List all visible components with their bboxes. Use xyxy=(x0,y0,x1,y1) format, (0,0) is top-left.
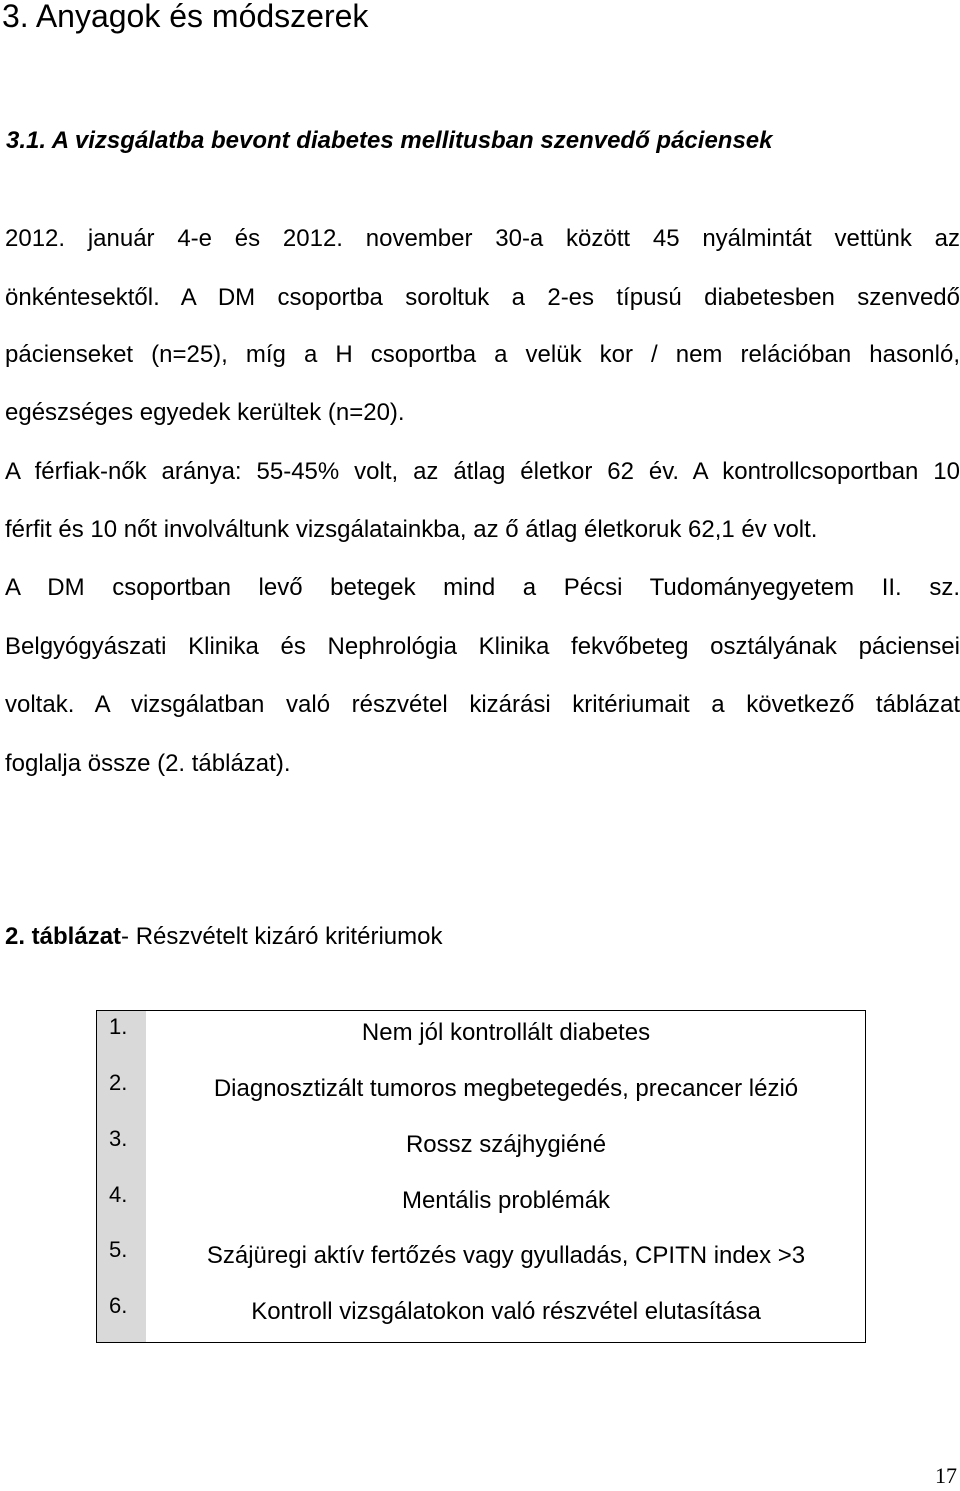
table-caption-label: 2. táblázat xyxy=(5,923,122,950)
paragraph-line: A férfiak-nők aránya: 55-45% volt, az átlag életkor 62 év. A kontrollcsoportban 10 xyxy=(5,458,960,485)
criterion-text: Rossz szájhygiéné xyxy=(405,1131,607,1158)
page-number: 17 xyxy=(935,1463,957,1488)
criterion-number: 4. xyxy=(109,1182,128,1207)
paragraph-line: voltak. A vizsgálatban való részvétel kizárási kritériumait a következő táblázat xyxy=(5,691,960,718)
paragraph-line: Belgyógyászati Klinika és Nephrológia Klinika fekvőbeteg osztályának páciensei xyxy=(5,633,960,660)
criterion-number: 6. xyxy=(109,1293,128,1318)
criterion-number: 1. xyxy=(109,1014,128,1039)
table-caption-text: - Részvételt kizáró kritériumok xyxy=(121,923,443,950)
criterion-number: 3. xyxy=(109,1126,128,1151)
subsection-title: 3.1. A vizsgálatba bevont diabetes mellitusban szenvedő páciensek xyxy=(6,127,773,154)
paragraph-line: A DM csoportban levő betegek mind a Pécsi Tudományegyetem II. sz. xyxy=(5,574,960,601)
criterion-text: Kontroll vizsgálatokon való részvétel elutasítása xyxy=(251,1298,761,1325)
section-title: 3. Anyagok és módszerek xyxy=(2,0,369,34)
paragraph-line: 2012. január 4-e és 2012. november 30-a között 45 nyálmintát vettünk az xyxy=(5,225,960,252)
paragraph-line: férfit és 10 nőt involváltunk vizsgálatainkba, az ő átlag életkoruk 62,1 év volt. xyxy=(5,516,818,543)
paragraph-line: önkéntesektől. A DM csoportba soroltuk a 2-es típusú diabetesben szenvedő xyxy=(5,284,960,311)
criterion-text: Szájüregi aktív fertőzés vagy gyulladás, CPITN index >3 xyxy=(206,1242,806,1269)
paragraph-line: foglalja össze (2. táblázat). xyxy=(5,750,291,777)
table-caption xyxy=(5,920,442,954)
criterion-number: 2. xyxy=(109,1070,128,1095)
exclusion-criteria-table xyxy=(96,1010,866,1343)
paragraph-line: egészséges egyedek kerültek (n=20). xyxy=(5,399,405,426)
criterion-number: 5. xyxy=(109,1237,128,1262)
criterion-text: Nem jól kontrollált diabetes xyxy=(361,1019,651,1046)
criterion-text: Mentális problémák xyxy=(401,1187,611,1214)
criterion-text: Diagnosztizált tumoros megbetegedés, precancer lézió xyxy=(213,1075,799,1102)
paragraph-line: pácienseket (n=25), míg a H csoportba a velük kor / nem relációban hasonló, xyxy=(5,341,960,368)
